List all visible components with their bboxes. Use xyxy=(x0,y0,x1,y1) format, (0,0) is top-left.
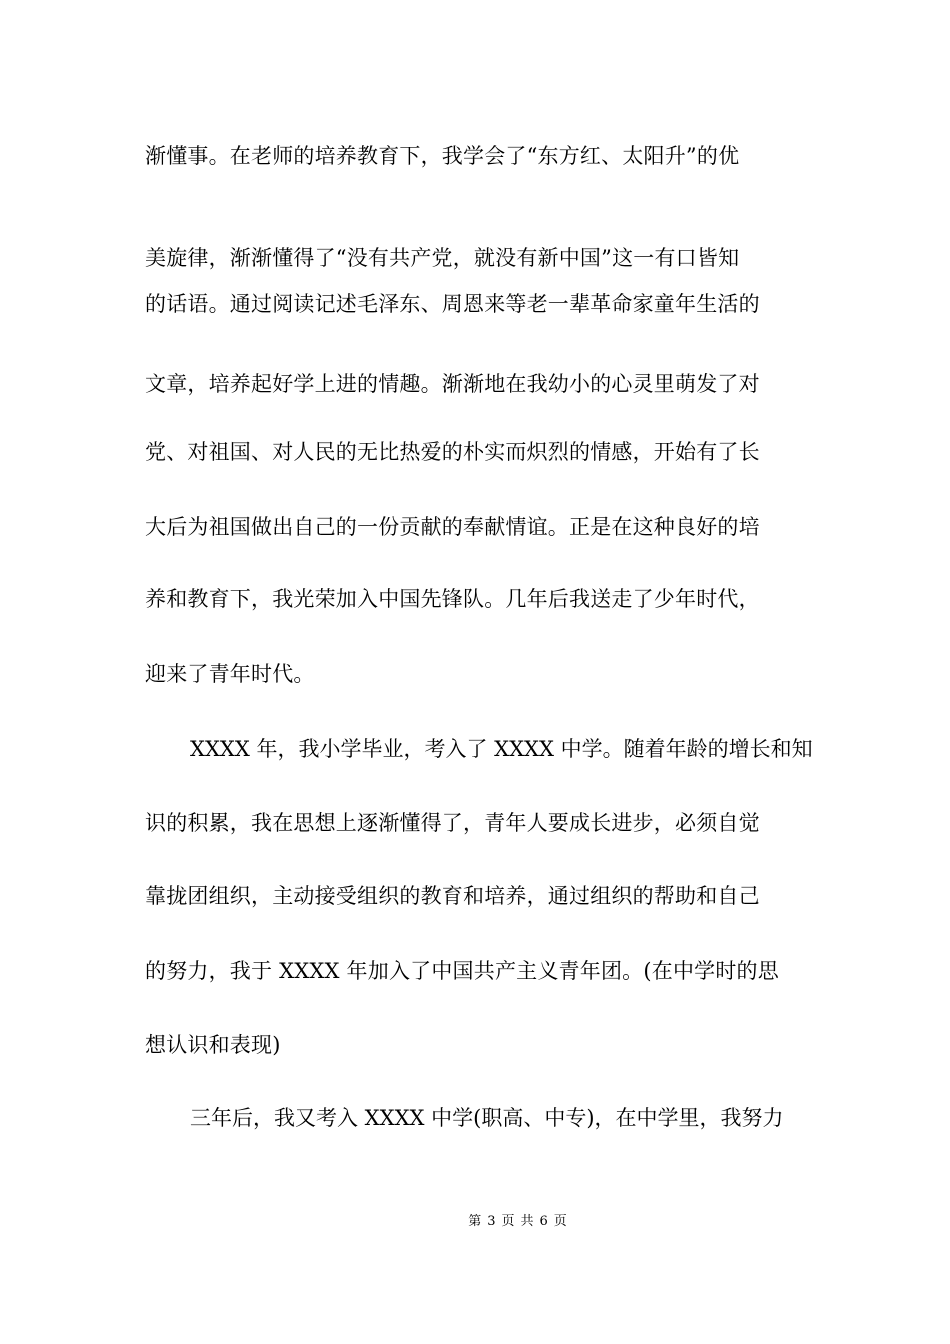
text-line: 渐懂事。在老师的培养教育下，我学会了“东方红、太阳升”的优 xyxy=(145,144,740,168)
text-line: 美旋律，渐渐懂得了“没有共产党，就没有新中国”这一有口皆知 xyxy=(145,246,740,270)
text-line: 的努力，我于 XXXX 年加入了中国共产主义青年团。(在中学时的思 xyxy=(145,959,779,983)
footer-total-word: 共 xyxy=(520,1214,534,1229)
footer-page-number: 3 xyxy=(487,1214,496,1229)
text-line: 党、对祖国、对人民的无比热爱的朴实而炽烈的情感，开始有了长 xyxy=(145,440,760,464)
text-line: 养和教育下，我光荣加入中国先锋队。几年后我送走了少年时代， xyxy=(145,587,760,611)
footer-page-word: 页 xyxy=(501,1214,515,1229)
footer-prefix: 第 xyxy=(468,1214,482,1229)
text-line: XXXX 年，我小学毕业，考入了 XXXX 中学。随着年龄的增长和知 xyxy=(190,737,813,761)
text-line: 大后为祖国做出自己的一份贡献的奉献情谊。正是在这种良好的培 xyxy=(145,515,760,539)
text-line: 三年后，我又考入 XXXX 中学(职高、中专)，在中学里，我努力 xyxy=(190,1106,784,1130)
text-line: 的话语。通过阅读记述毛泽东、周恩来等老一辈革命家童年生活的 xyxy=(145,292,760,316)
footer-suffix: 页 xyxy=(553,1214,567,1229)
text-line: 想认识和表现) xyxy=(145,1033,281,1057)
text-line: 文章，培养起好学上进的情趣。渐渐地在我幼小的心灵里萌发了对 xyxy=(145,372,760,396)
page-footer xyxy=(0,1210,950,1234)
text-line: 靠拢团组织，主动接受组织的教育和培养，通过组织的帮助和自己 xyxy=(145,884,760,908)
text-line: 迎来了青年时代。 xyxy=(145,662,315,686)
text-line: 识的积累，我在思想上逐渐懂得了，青年人要成长进步，必须自觉 xyxy=(145,811,760,835)
footer-total-pages: 6 xyxy=(539,1214,548,1229)
